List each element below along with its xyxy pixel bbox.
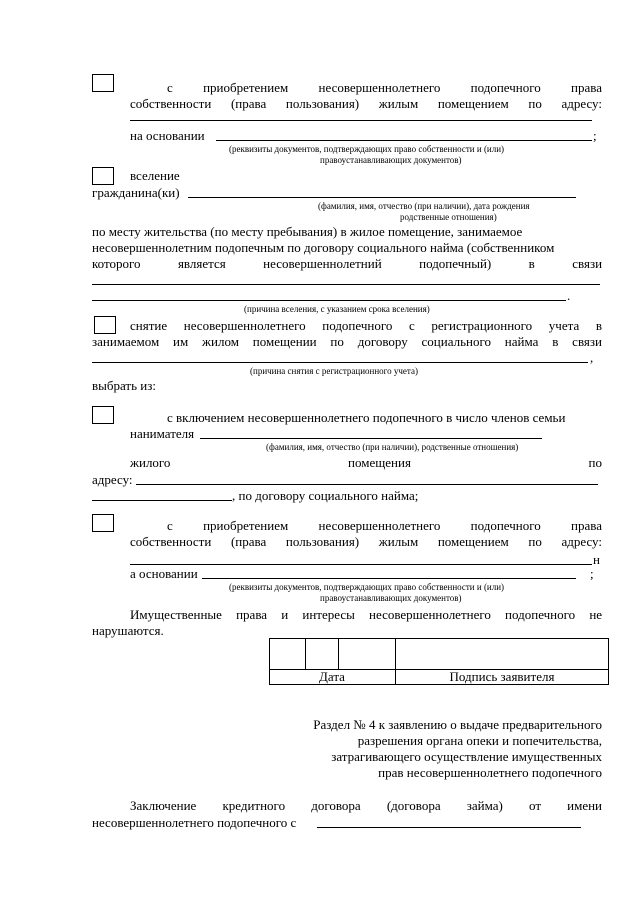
section4-heading-3: затрагивающего осуществление имущественных <box>331 749 602 764</box>
signature-table <box>269 638 609 685</box>
date-label: Дата <box>319 669 345 684</box>
residence-text-1: по месту жительства (по месту пребывания) в жилое помещение, занимаемое <box>92 224 523 239</box>
checkbox-acquisition-rights-1[interactable] <box>92 74 114 92</box>
tenant-line[interactable] <box>200 438 542 439</box>
residence-text-2: несовершеннолетним подопечным по договору социального найма (собственником <box>92 240 555 255</box>
move-in-reason-note: (причина вселения, с указанием срока вселения) <box>244 304 430 314</box>
checkbox-move-in[interactable] <box>92 167 114 185</box>
basis-line-1[interactable] <box>216 140 592 141</box>
signature-cell[interactable] <box>396 639 608 669</box>
signature-day-cell[interactable] <box>270 639 305 669</box>
loan-text-row1: Заключение кредитного договора (договора займа) от имени <box>130 798 603 813</box>
dwelling-row: жилого помещения по <box>130 455 603 470</box>
section4-heading-2: разрешения органа опеки и попечительства, <box>357 733 602 748</box>
contract-text-4: , по договору социального найма; <box>232 488 419 503</box>
citizen-line[interactable] <box>188 197 576 198</box>
deregistration-reason-line[interactable] <box>92 362 588 363</box>
contract-line-4[interactable] <box>92 500 232 501</box>
family-inclusion-text: с включением несовершеннолетнего подопечного в число членов семьи <box>167 410 566 425</box>
choose-label: выбрать из: <box>92 378 156 393</box>
address-line-1[interactable] <box>130 120 592 121</box>
section4-heading-4: прав несовершеннолетнего подопечного <box>378 765 602 780</box>
acquisition-text-row1: с приобретением несовершеннолетнего подопечного права <box>167 80 603 95</box>
deregistration-note: (причина снятия с регистрационного учета) <box>250 366 418 376</box>
address-label-4: адресу: <box>92 472 133 487</box>
move-in-reason-line-1[interactable] <box>92 284 600 285</box>
signature-year-cell[interactable] <box>339 639 395 669</box>
section4-heading-1: Раздел № 4 к заявлению о выдаче предварительного <box>313 717 602 732</box>
basis-label-5: а основании <box>130 566 198 581</box>
tenant-note: (фамилия, имя, отчество (при наличии), родственные отношения) <box>266 442 519 452</box>
acquisition-text-row2: собственности (права пользования) жилым помещением по адресу: <box>130 96 602 111</box>
signature-label: Подпись заявителя <box>449 669 555 684</box>
checkbox-family-inclusion[interactable] <box>92 406 114 424</box>
citizen-note-a: (фамилия, имя, отчество (при наличии), дата рождения <box>318 201 530 211</box>
basis-note-5a: (реквизиты документов, подтверждающих право собственности и (или) <box>229 582 505 592</box>
basis-line-5[interactable] <box>202 578 576 579</box>
basis-note-5b: правоустанавливающих документов) <box>320 593 462 603</box>
loan-party-line[interactable] <box>317 827 581 828</box>
checkbox-acquisition-rights-2[interactable] <box>92 514 114 532</box>
basis-end-5: ; <box>590 566 594 581</box>
residence-text-3: которого является несовершеннолетний подопечный) в связи <box>92 256 603 271</box>
loan-text-row2: несовершеннолетнего подопечного с <box>92 815 297 830</box>
signature-month-cell[interactable] <box>306 639 338 669</box>
address-line-5[interactable] <box>130 564 592 565</box>
deregistration-end: , <box>590 350 594 365</box>
deregistration-text-1: снятие несовершеннолетнего подопечного с регистрационного учета в <box>130 318 602 333</box>
citizen-label: гражданина(ки) <box>92 185 180 200</box>
rights-text-row2: нарушаются. <box>92 623 164 638</box>
move-in-reason-line-2[interactable] <box>92 300 566 301</box>
basis-note-1a: (реквизиты документов, подтверждающих право собственности и (или) <box>229 144 505 154</box>
tenant-label: нанимателя <box>130 426 195 441</box>
move-in-reason-end: . <box>567 288 571 303</box>
deregistration-text-2: занимаемом им жилом помещении по договору социального найма в связи <box>92 334 602 349</box>
basis-end-1: ; <box>593 128 597 143</box>
acquisition-2-text-row1: с приобретением несовершеннолетнего подопечного права <box>167 518 603 533</box>
basis-note-1b: правоустанавливающих документов) <box>320 155 462 165</box>
rights-text-row1: Имущественные права и интересы несовершеннолетнего подопечного не <box>130 607 603 622</box>
acquisition-2-text-row2: собственности (права пользования) жилым помещением по адресу: <box>130 534 602 549</box>
move-in-word: вселение <box>130 168 180 183</box>
address-line-5-end: н <box>593 552 600 567</box>
checkbox-deregistration[interactable] <box>94 316 116 334</box>
citizen-note-b: родственные отношения) <box>400 212 497 222</box>
basis-label-1: на основании <box>130 128 205 143</box>
address-line-4[interactable] <box>136 484 598 485</box>
